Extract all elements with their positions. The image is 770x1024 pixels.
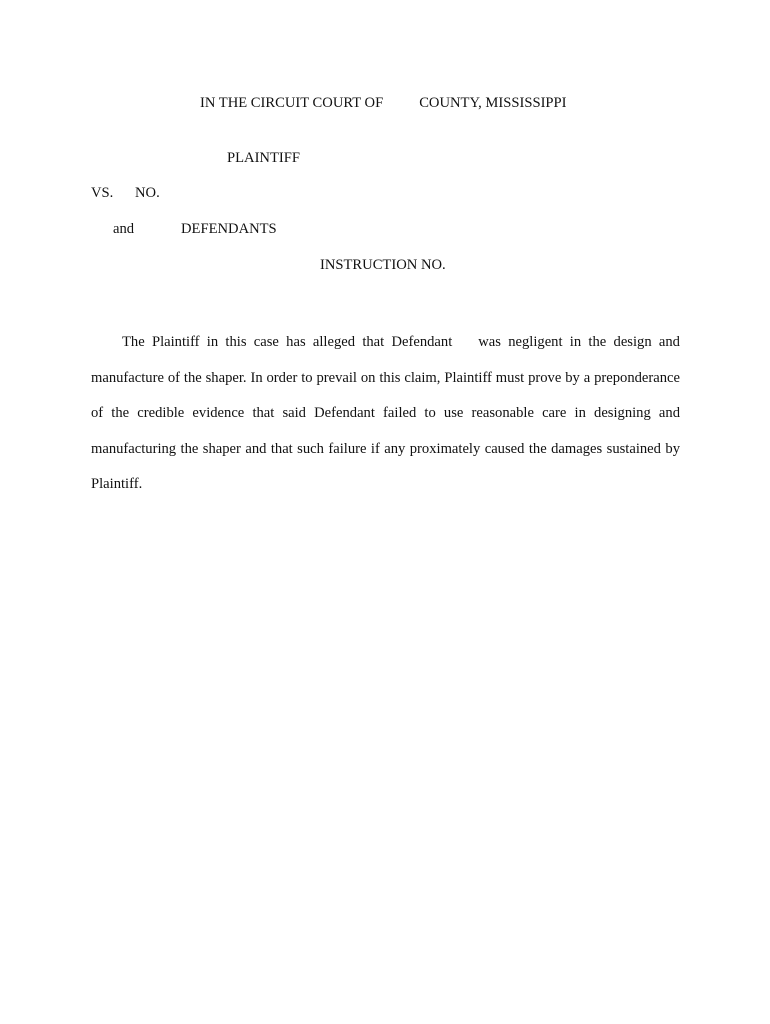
instruction-title: INSTRUCTION NO. bbox=[320, 257, 446, 273]
court-heading-suffix: COUNTY, MISSISSIPPI bbox=[419, 95, 567, 111]
court-heading-prefix: IN THE CIRCUIT COURT OF bbox=[200, 95, 384, 111]
defendants-label: DEFENDANTS bbox=[181, 221, 277, 237]
court-heading bbox=[200, 94, 567, 112]
vs-label: VS. bbox=[91, 185, 114, 201]
case-number-label: NO. bbox=[135, 185, 160, 201]
instruction-body bbox=[91, 325, 680, 503]
instruction-text-part2: was negligent in the design and manufacture of the shaper. In order to prevail on this claim, Plaintiff must prove by a preponderance of the credible evidence that said Defendant failed to use reasonable care in designing and manufacturing the shaper and that such failure if any proximately caused the damages sustained by Plaintiff. bbox=[91, 334, 680, 493]
plaintiff-label: PLAINTIFF bbox=[227, 150, 300, 166]
instruction-text-part1: The Plaintiff in this case has alleged that Defendant bbox=[122, 334, 453, 350]
and-label: and bbox=[113, 221, 135, 237]
